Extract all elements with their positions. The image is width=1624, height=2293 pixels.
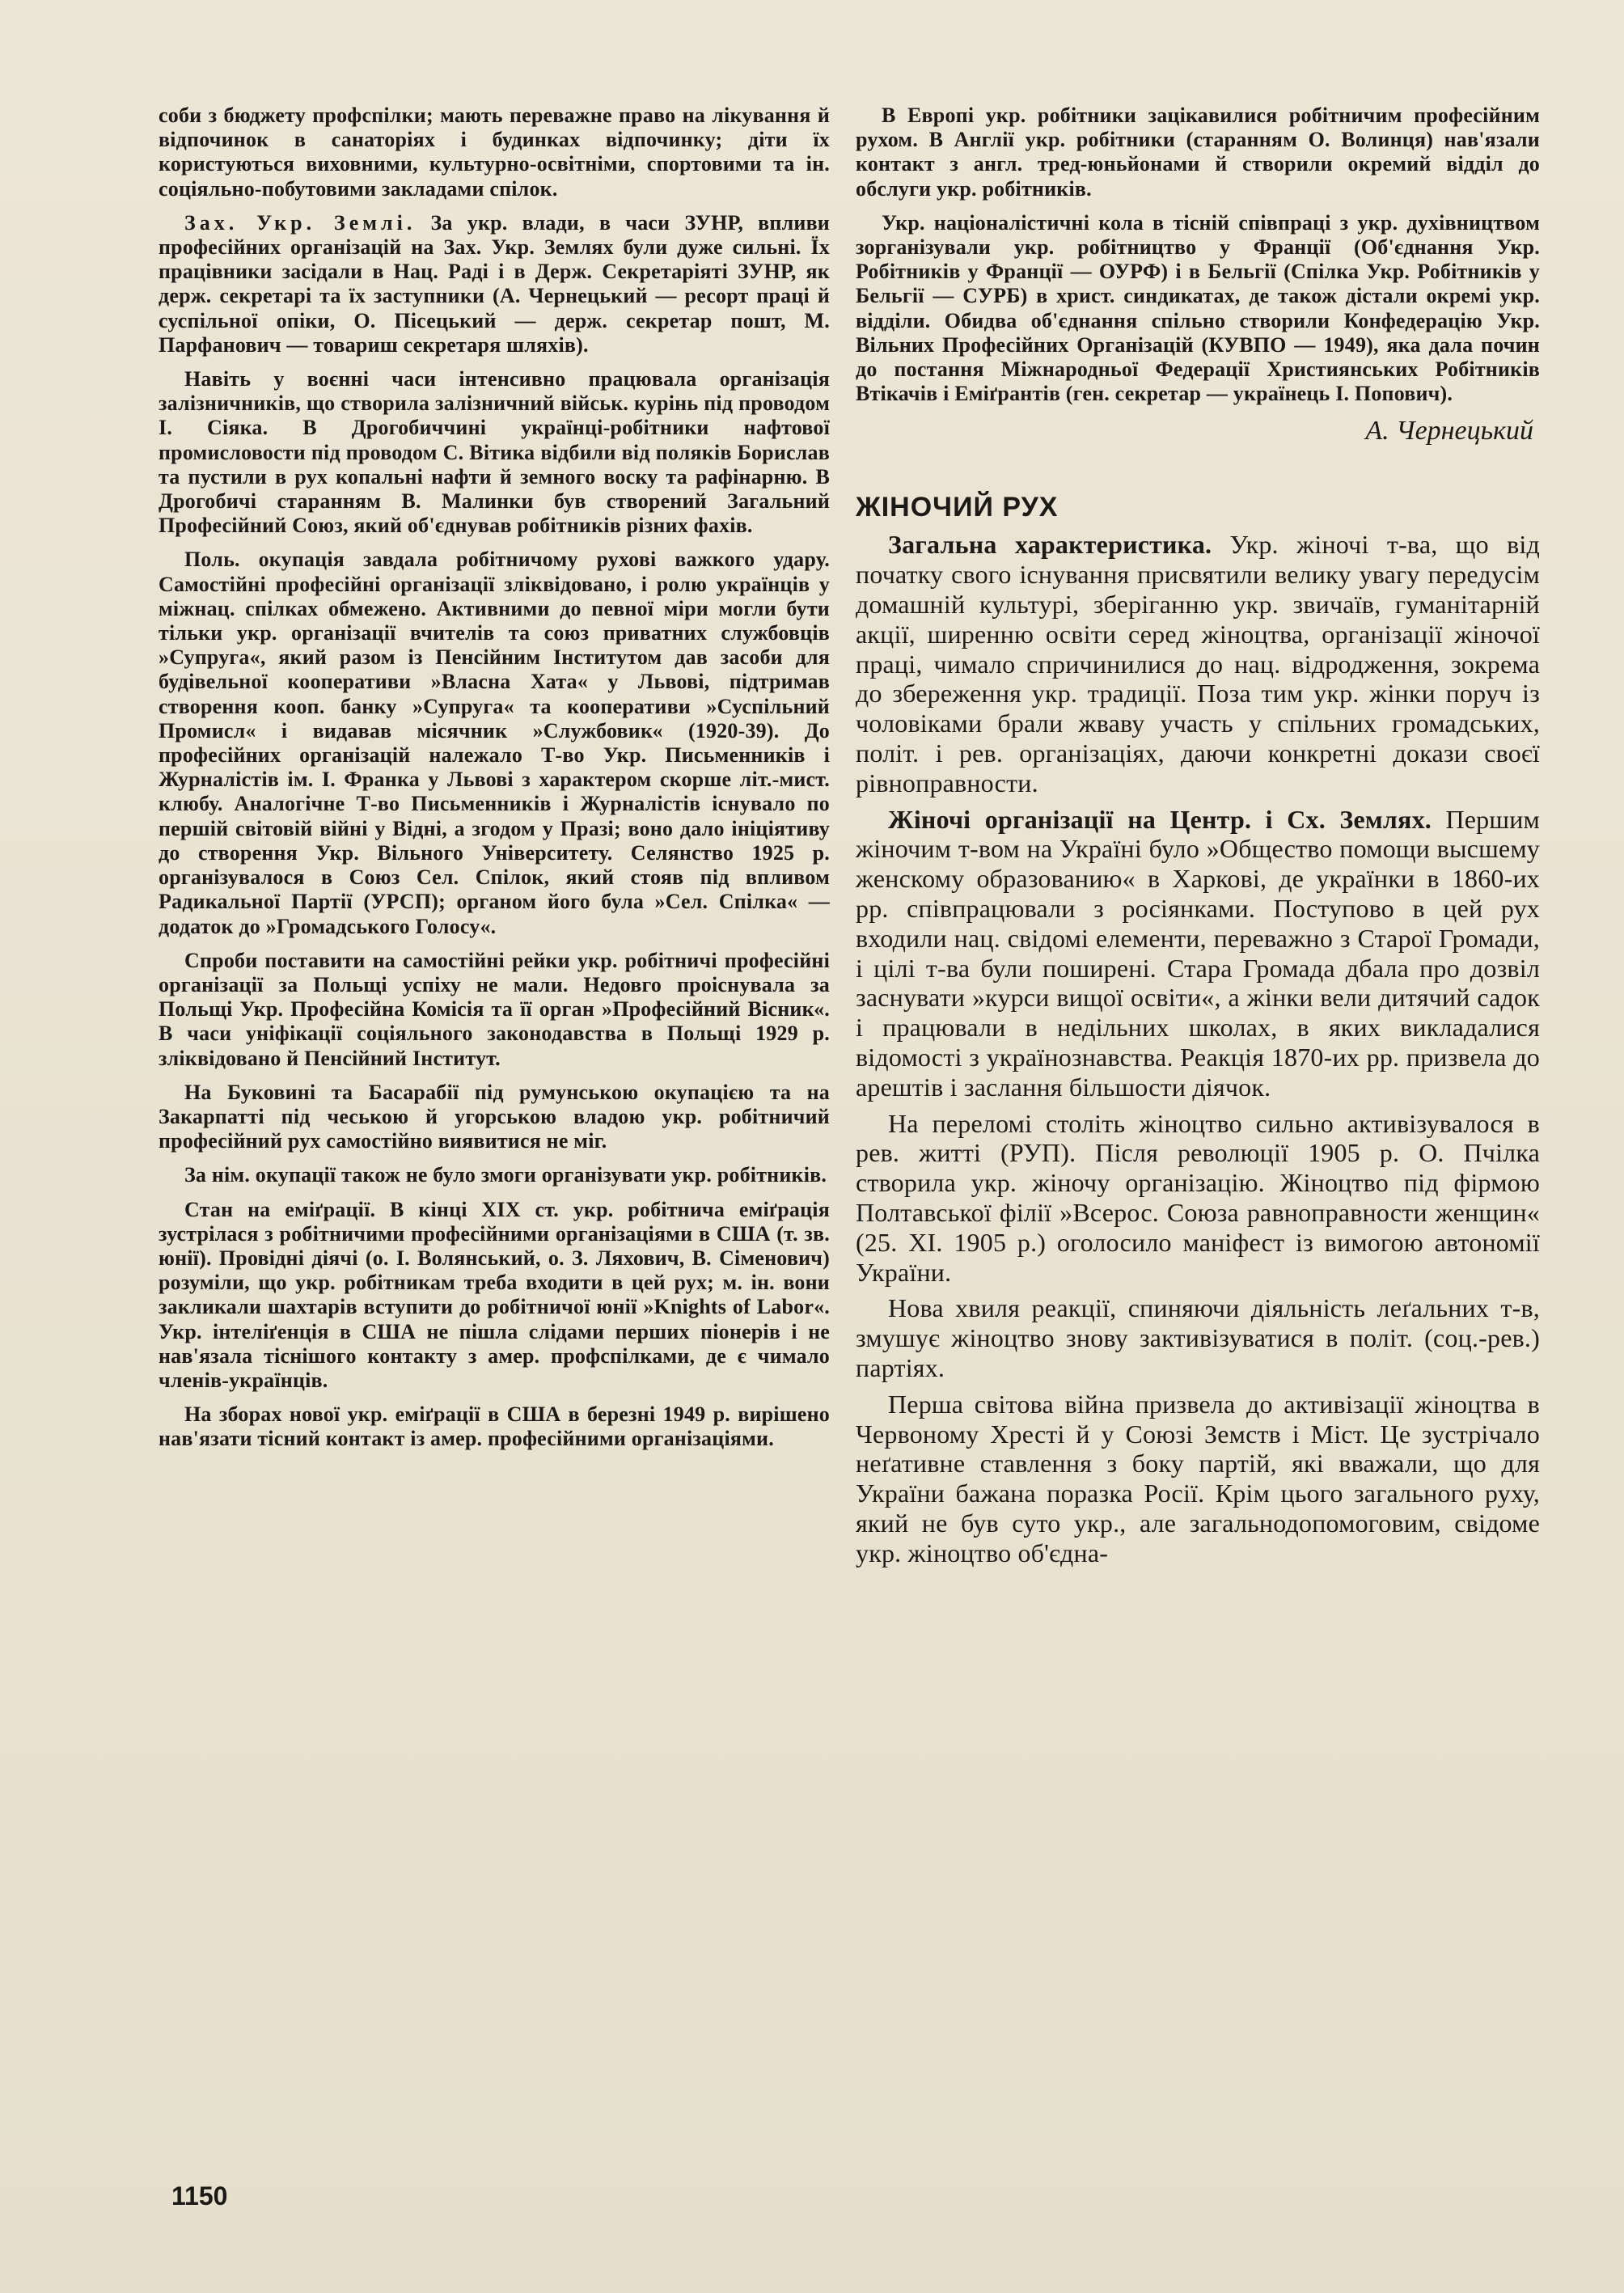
- section-title: ЖІНОЧИЙ РУХ: [856, 492, 1059, 523]
- paragraph: Спроби поставити на самостійні рейки укр. робітничі професійні організації за Польщі успіху не мали. Недовго проіснувала за Польщі Укр. Професійна Комісія та її орган »Професійний Вісник«. В часи уніфікації соціяльного законодавства в Польщі 1929 р. зліквідовано й Пенсійний Інститут.: [159, 948, 830, 1070]
- page-number: 1150: [171, 2181, 228, 2211]
- paragraph: Поль. окупація завдала робітничому рухові важкого удару. Самостійні професійні організації зліквідовано, і ролю українців у міжнац. спілках обмежено. Активними до певної міри могли бути тільки укр. організації вчителів та союз приватних службовців »Супруга«, який разом із Пенсійним Інститутом дав засоби для будівельної кооперативи »Власна Хата« у Львові, підтримав створення кооп. банку »Супруга« та кооперативи »Суспільний Промисл« і видавав місячник »Службовик« (1920-39). До професійних організацій належало Т-во Укр. Письменників і Журналістів ім. І. Франка у Львові з характером скорше літ.-мист. клюбу. Аналогічне Т-во Письменників і Журналістів існувало по першій світовій війні у Відні, а згодом у Празі; воно дало ініціятиву до створення Укр. Вільного Університету. Селянство 1925 р. організувалося в Союз Сел. Спілок, який стояв під впливом Радикальної Партії (УРСП); органом його була »Сел. Спілка« — додаток до »Громадського Голосу«.: [159, 548, 830, 938]
- paragraph: Перша світова війна призвела до активізації жіноцтва в Червоному Хресті й у Союзі Земств і Міст. Це зустрічало неґативне ставлення з боку партій, які вважали, що для України бажана поразка Росії. Крім цього загального руху, який не був суто укр., але загальнодопомоговим, свідоме укр. жіноцтво об'єдна-: [856, 1389, 1540, 1567]
- article-body: [856, 530, 1540, 1567]
- paragraph: В Европі укр. робітники зацікавилися робітничим професійним рухом. В Англії укр. робітники (старанням О. Волинця) нав'язали контакт з англ. тред-юньйонами й створили окремий відділ до обслуги укр. робітників.: [856, 104, 1540, 201]
- paragraph: соби з бюджету профспілки; мають переважне право на лікування й відпочинок в санаторіях і будинках відпочинку; діти їх користуються виховними, культурно-освітніми, спортовими та ін. соціяльно-побутовими закладами спілок.: [159, 104, 830, 201]
- paragraph: Укр. націоналістичні кола в тісній співпраці з укр. духівництвом зорганізували укр. робітництво у Франції (Об'єднання Укр. Робітників у Франції — ОУРФ) і в Бельгії (Спілка Укр. Робітників у Бельгії — СУРБ) в христ. синдикатах, де також дістали окремі укр. відділи. Обидва об'єднання спільно створили Конфедерацію Укр. Вільних Професійних Організацій (КУВПО — 1949), яка дала почин до постання Міжнародньої Федерації Християнських Робітників Втікачів і Еміґрантів (ген. секретар — українець І. Попович).: [856, 210, 1540, 406]
- run-in-heading: Зах. Укр. Землі.: [184, 210, 417, 235]
- paragraph: [159, 211, 830, 357]
- paragraph: На переломі століть жіноцтво сильно активізувалося в рев. житті (РУП). Після революції 1905 р. О. Пчілка створила укр. жіночу організацію. Жіноцтво під фірмою Полтавської філії »Всерос. Союза равноправности женщин« (25. XI. 1905 р.) оголосило маніфест із вимогою автономії України.: [856, 1108, 1540, 1287]
- paragraph: [856, 530, 1540, 797]
- paragraph: [856, 805, 1540, 1102]
- left-column: [159, 104, 830, 1462]
- paragraph: Навіть у воєнні часи інтенсивно працювала організація залізничників, що створила залізничний військ. курінь під проводом І. Сіяка. В Дрогобиччині українці-робітники нафтової промисловости під проводом С. Вітика відбили від поляків Борислав та пустили в рух копальні нафти й земного воску та рафінарню. В Дрогобичі старанням В. Малинки був створений Загальний Професійний Союз, який об'єднував робітників різних фахів.: [159, 367, 830, 538]
- right-column: [856, 104, 1540, 1575]
- paragraph: За нім. окупації також не було змоги організувати укр. робітників.: [184, 1163, 827, 1187]
- paragraph-text: Першим жіночим т-вом на Україні було »Общество помощи высшему женскому образованию« в Харкові, де українки в 1860-их рр. співпрацювали з росіянками. Поступово в цей рух входили нац. свідомі елементи, переважно з Старої Громади, і цілі т-ва були поширені. Стара Громада дбала про дозвіл заснувати »курси вищої освіти«, а жінки вели дитячий садок і працювали в недільних школах, в яких викладалися відомості з українознавства. Реакція 1870-их рр. призвела до арештів і заслання більшости діячок.: [856, 804, 1541, 1102]
- paragraph: Нова хвиля реакції, спиняючи діяльність леґальних т-в, змушує жіноцтво знову зактивізуватися в політ. (соц.-рев.) партіях.: [856, 1293, 1540, 1382]
- paragraph-text: В кінці XIX ст. укр. робітнича еміґрація зустрілася з робітничими професійними організаціями в США (т. зв. юнії). Провідні діячі (о. І. Волянський, о. З. Ляхович, В. Сіменович) розуміли, що укр. робітникам треба входити в цей рух; м. ін. вони закликали шахтарів вступити до робітничої юнії »Knights of Labor«. Укр. інтеліґенція в США не пішла слідами перших піонерів і не нав'язала тіснішого контакту з амер. профспілками, де є чимало членів-українців.: [159, 1197, 830, 1392]
- paragraph-text: За укр. влади, в часи ЗУНР, впливи професійних організацій на Зах. Укр. Землях були дуже сильні. Їх працівники засідали в Нац. Раді і в Держ. Секретаріяті ЗУНР, як держ. секретарі та їх заступники (А. Чернецький — ресорт праці й суспільної опіки, О. Пісецький — держ. секретар пошт, М. Парфанович — товариш секретаря шляхів).: [159, 210, 830, 357]
- article-end: [856, 104, 1540, 406]
- run-in-heading: Стан на еміґрації.: [184, 1197, 376, 1221]
- paragraph: На зборах нової укр. еміґрації в США в березні 1949 р. вирішено нав'язати тісний контакт із амер. професійними організаціями.: [159, 1402, 830, 1451]
- paragraph-text: Укр. жіночі т-ва, що від початку свого існування присвятили велику увагу передусім домашній культурі, зберіганню укр. звичаїв, гуманітарній акції, ширенню освіти серед жіноцтва, організації жіночої праці, чимало спричинилися до нац. відродження, зокрема до збереження укр. традиції. Поза тим укр. жінки поруч із чоловіками брали жваву участь у спільних громадських, політ. і рев. організаціях, даючи конкретні докази своєї рівноправности.: [856, 530, 1540, 797]
- run-in-heading: Жіночі організації на Центр. і Сх. Землях.: [888, 804, 1432, 834]
- paragraph: На Буковині та Басарабії під румунською окупацією та на Закарпатті під чеською й угорською владою укр. робітничий професійний рух самостійно виявитися не міг.: [159, 1080, 830, 1153]
- run-in-heading: Загальна характеристика.: [888, 530, 1212, 560]
- author-signature: А. Чернецький: [1365, 416, 1533, 446]
- paragraph: [159, 1198, 830, 1394]
